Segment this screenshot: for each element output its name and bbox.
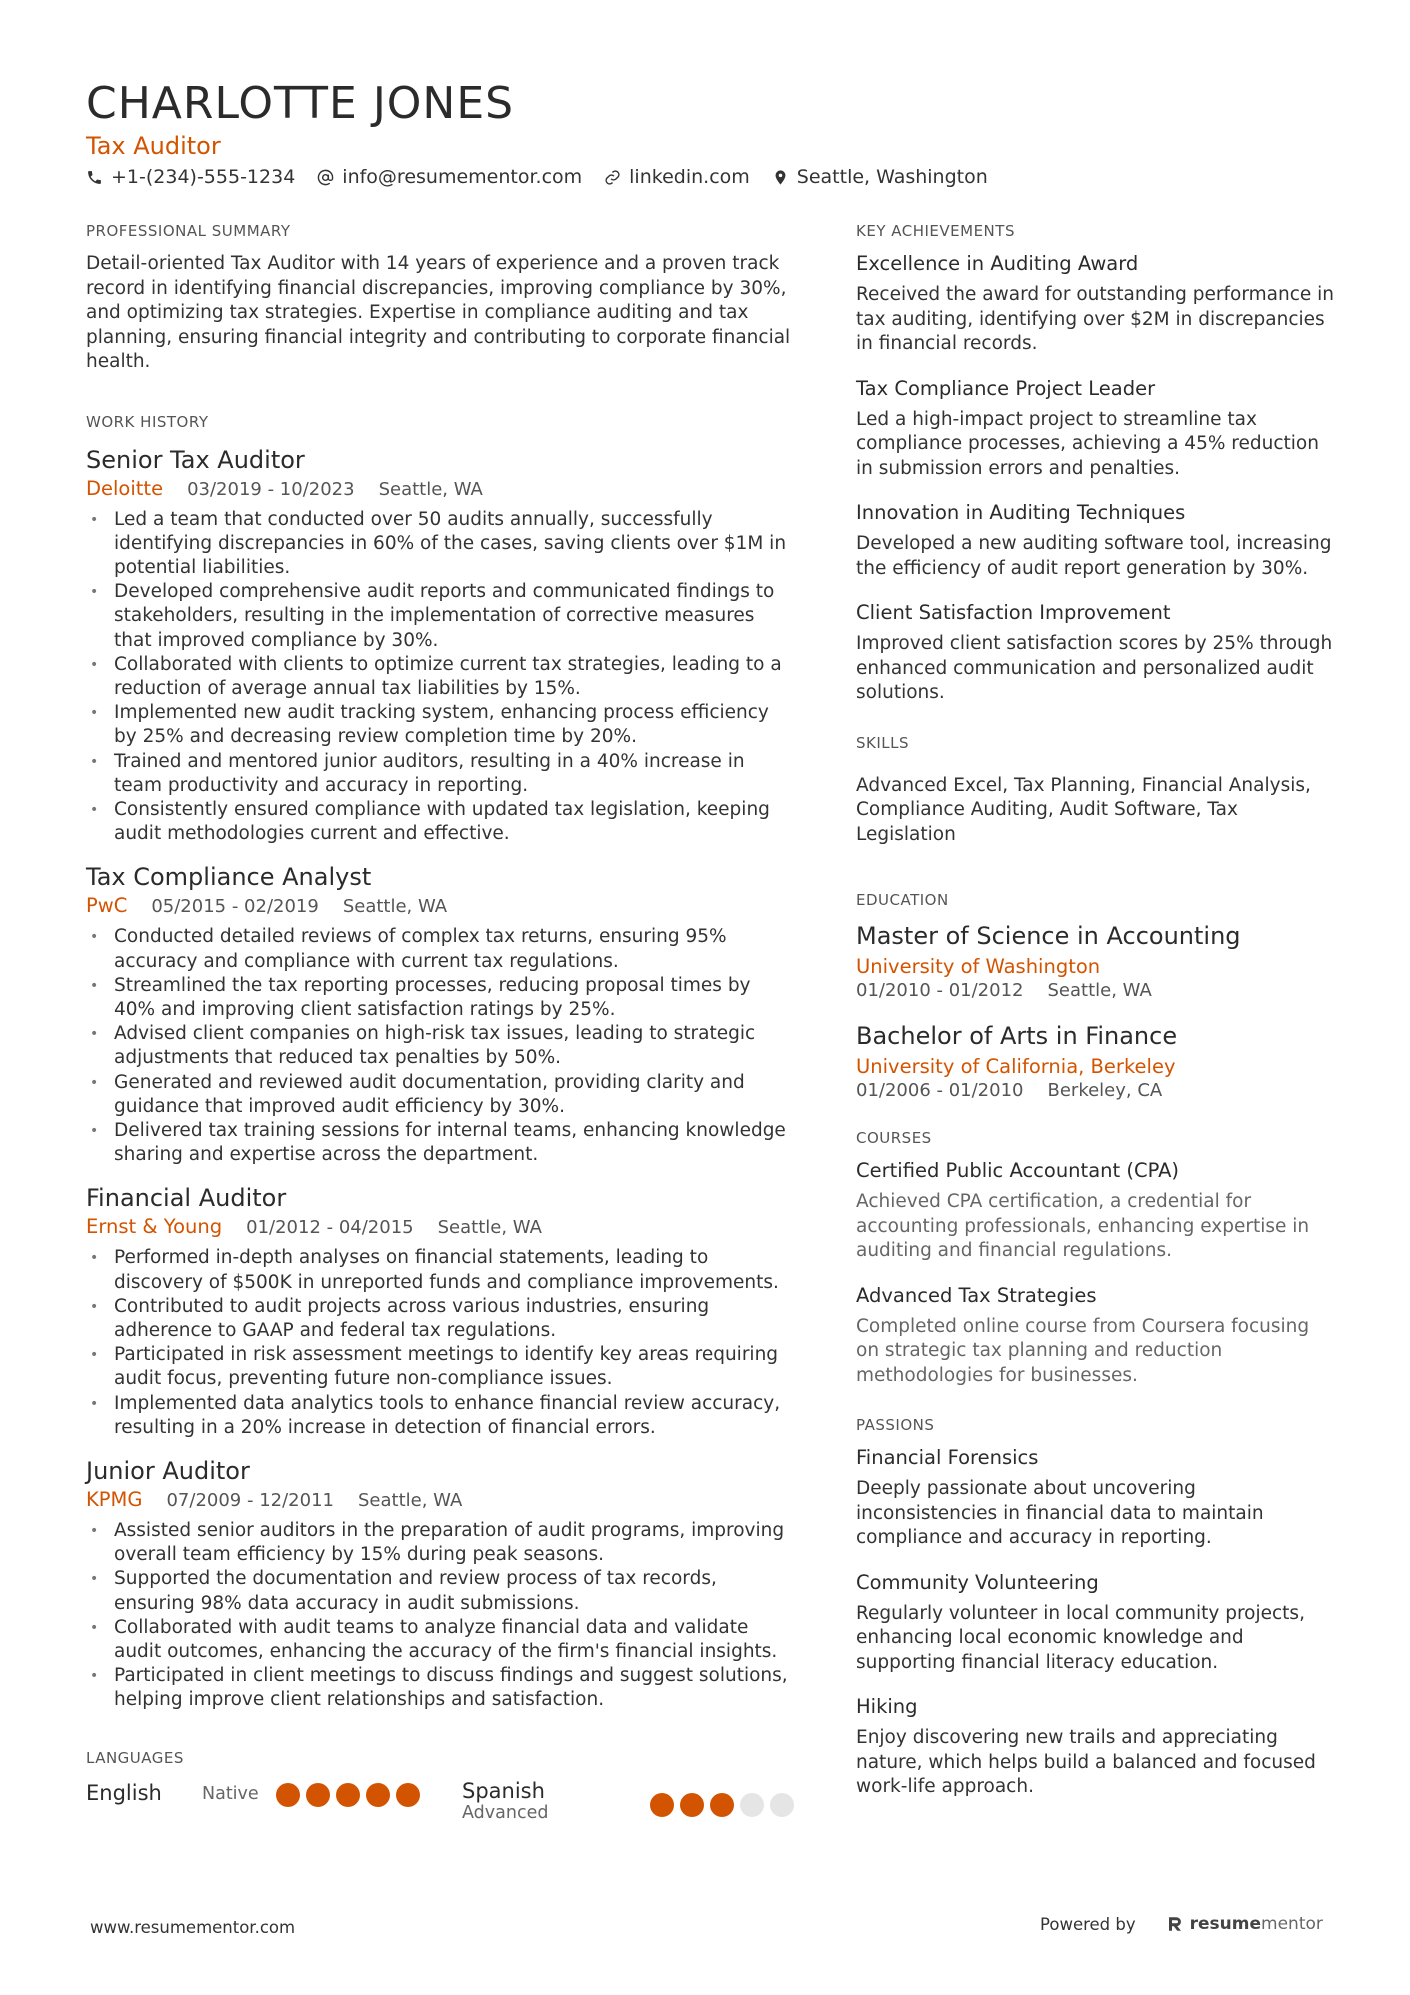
job-location: Seattle, WA [437,1217,542,1239]
job-company: Deloitte [86,476,164,500]
job-bullet: • Advised client companies on high-risk tax issues, leading to strategic adjustments that reduced tax penalties by 50%. [86,1022,796,1070]
passion-item [856,1695,1336,1800]
candidate-name: CHARLOTTE JONES [86,78,515,129]
job-bullet: • Supported the documentation and review process of tax records, ensuring 98% data accuracy in audit submissions. [86,1567,796,1615]
passion-desc: Regularly volunteer in local community projects, enhancing local economic knowledge and supporting financial literacy education. [856,1602,1305,1673]
job-bullet: • Conducted detailed reviews of complex tax returns, ensuring 95% accuracy and compliance with current tax regulations. [86,925,796,973]
job-bullet: • Participated in risk assessment meetings to identify key areas requiring audit focus, preventing future non-compliance issues. [86,1343,796,1391]
job-bullets [86,1246,796,1440]
course-desc: Completed online course from Coursera focusing on strategic tax planning and reduction methodologies for businesses. [856,1315,1310,1386]
summary-heading: PROFESSIONAL SUMMARY [86,222,291,240]
achievements-list [856,252,1336,706]
rating-dot-empty [770,1793,794,1817]
education-degree: Master of Science in Accounting [856,922,1241,950]
job-title: Tax Compliance Analyst [86,863,372,892]
education-meta [856,1080,1336,1101]
rating-dot-filled [366,1783,390,1807]
education-item [856,1021,1336,1101]
achievement-title: Innovation in Auditing Techniques [856,501,1186,524]
rating-dot-filled [680,1793,704,1817]
achievement-title: Excellence in Auditing Award [856,252,1139,275]
passion-title: Hiking [856,1695,918,1718]
education-dates: 01/2006 - 01/2010 [856,1080,1024,1101]
rating-dot-filled [710,1793,734,1817]
language-rating [650,1779,794,1817]
job-bullet: • Participated in client meetings to discuss findings and suggest solutions, helping improve client relationships and satisfaction. [86,1664,796,1712]
course-item [856,1159,1336,1264]
skills-heading: SKILLS [856,733,910,752]
contact-linkedin[interactable] [604,166,750,188]
passions-list [856,1446,1336,1800]
job-bullets [86,508,796,847]
passion-title: Community Volunteering [856,1570,1099,1594]
achievement-item [856,252,1336,357]
job-bullet: • Streamlined the tax reporting processes, reducing proposal times by 40% and improving client satisfaction ratings by 25%. [86,974,796,1022]
language-spanish [462,1779,794,1823]
summary-text: Detail-oriented Tax Auditor with 14 years of experience and a proven track record in identifying financial discrepancies, improving compliance by 30%, and optimizing tax strategies. Expertise in compliance auditing and tax planning, ensuring financial integrity and contributing to corporate financial health. [86,253,791,372]
job-bullet: • Developed comprehensive audit reports and communicated findings to stakeholders, resulting in the implementation of corrective measures that improved compliance by 30%. [86,580,796,653]
education-school: University of Washington [856,955,1101,978]
job-meta [86,1488,796,1511]
language-name: English [86,1780,162,1805]
job-meta [86,1215,796,1238]
job-title: Financial Auditor [86,1184,287,1213]
work-heading: WORK HISTORY [86,412,209,431]
language-level: Advanced [462,1802,549,1823]
languages-heading: LANGUAGES [86,1748,184,1767]
passion-item [856,1446,1336,1551]
language-english [86,1779,462,1807]
passion-desc: Deeply passionate about uncovering inconsistencies in financial data to maintain compliance and accuracy in reporting. [856,1478,1264,1548]
job-entry [86,1183,796,1440]
achievements-heading: KEY ACHIEVEMENTS [856,222,1015,240]
education-list [856,921,1336,1101]
job-bullet: • Implemented data analytics tools to enhance financial review accuracy, resulting in a 20% increase in detection of financial errors. [86,1392,796,1440]
course-item [856,1284,1336,1389]
rating-dot-filled [650,1793,674,1817]
phone-icon [86,169,103,186]
achievement-item [856,377,1336,482]
job-bullet: • Generated and reviewed audit documentation, providing clarity and guidance that improved audit efficiency by 30%. [86,1071,796,1119]
education-location: Seattle, WA [1047,980,1152,1001]
brand-logo[interactable] [1166,1914,1323,1934]
job-meta [86,894,796,917]
job-location: Seattle, WA [342,896,448,918]
work-history-list [86,445,796,1713]
skills-text: Advanced Excel, Tax Planning, Financial Analysis, Compliance Auditing, Audit Software, Tax Legislation [856,774,1311,845]
job-entry [86,862,796,1167]
link-icon [604,169,621,186]
left-column [86,222,796,1823]
job-location: Seattle, WA [357,1490,463,1511]
education-dates: 01/2010 - 01/2012 [856,980,1024,1001]
job-dates: 05/2015 - 02/2019 [151,896,319,918]
passion-item [856,1571,1336,1676]
courses-heading: COURSES [856,1129,932,1147]
job-company: KPMG [86,1488,143,1511]
footer-powered [1040,1914,1323,1934]
phone-text: +1-(234)-555-1234 [111,166,296,188]
right-column [856,222,1336,1820]
location-pin-icon [772,169,789,186]
education-degree: Bachelor of Arts in Finance [856,1022,1178,1050]
at-icon [317,169,334,186]
rating-dot-empty [740,1793,764,1817]
email-text: info@resumementor.com [342,166,583,188]
passion-title: Financial Forensics [856,1446,1039,1469]
contact-bar [86,166,988,188]
job-bullet: • Assisted senior auditors in the preparation of audit programs, improving overall team efficiency by 15% during peak seasons. [86,1519,796,1567]
achievement-item [856,501,1336,581]
footer-website[interactable]: www.resumementor.com [90,1918,296,1937]
achievement-desc: Improved client satisfaction scores by 25% through enhanced communication and personalized audit solutions. [856,633,1333,703]
brand-light: mentor [1261,1914,1323,1934]
passions-heading: PASSIONS [856,1416,935,1434]
education-school: University of California, Berkeley [856,1055,1176,1078]
job-bullet: • Collaborated with audit teams to analyze financial data and validate audit outcomes, enhancing the accuracy of the firm's financial insights. [86,1616,796,1664]
education-item [856,921,1336,1001]
job-company: Ernst & Young [86,1215,223,1239]
job-bullet: • Implemented new audit tracking system, enhancing process efficiency by 25% and decreasing review completion time by 20%. [86,701,796,749]
rating-dot-filled [306,1783,330,1807]
job-bullet: • Delivered tax training sessions for internal teams, enhancing knowledge sharing and expertise across the department. [86,1119,796,1167]
job-meta [86,477,796,500]
achievement-desc: Received the award for outstanding performance in tax auditing, identifying over $2M in discrepancies in financial records. [856,284,1335,354]
contact-location [772,166,988,188]
candidate-role: Tax Auditor [86,132,221,160]
job-location: Seattle, WA [378,478,483,500]
language-rating [276,1779,420,1807]
passion-desc: Enjoy discovering new trails and appreciating nature, which helps build a balanced and focused work-life approach. [856,1727,1316,1797]
course-title: Certified Public Accountant (CPA) [856,1159,1180,1182]
brand-bold: resume [1189,1914,1262,1934]
achievement-desc: Led a high-impact project to streamline tax compliance processes, achieving a 45% reduction in submission errors and penalties. [856,408,1319,479]
rating-dot-filled [336,1783,360,1807]
achievement-title: Client Satisfaction Improvement [856,601,1171,624]
job-entry [86,445,796,847]
job-bullets [86,925,796,1167]
job-bullet: • Consistently ensured compliance with updated tax legislation, keeping audit methodologies current and effective. [86,798,796,846]
resumementor-logo-icon [1166,1915,1184,1933]
rating-dot-filled [396,1783,420,1807]
contact-phone [86,166,295,188]
achievement-item [856,601,1336,706]
achievement-desc: Developed a new auditing software tool, increasing the efficiency of audit report generation by 30%. [856,533,1332,579]
achievement-title: Tax Compliance Project Leader [856,376,1156,400]
job-title: Junior Auditor [86,1457,250,1485]
location-text: Seattle, Washington [796,166,988,188]
education-meta [856,980,1336,1001]
job-bullet: • Contributed to audit projects across various industries, ensuring adherence to GAAP and federal tax regulations. [86,1295,796,1343]
education-heading: EDUCATION [856,891,949,909]
language-level: Native [202,1783,259,1804]
job-bullet: • Trained and mentored junior auditors, resulting in a 40% increase in team productivity and accuracy in reporting. [86,750,796,798]
job-bullet: • Collaborated with clients to optimize current tax strategies, leading to a reduction of average annual tax liabilities by 15%. [86,653,796,701]
job-bullet: • Led a team that conducted over 50 audits annually, successfully identifying discrepancies in 60% of the cases, saving clients over $1M in potential liabilities. [86,508,796,581]
job-dates: 07/2009 - 12/2011 [166,1490,334,1511]
rating-dot-filled [276,1783,300,1807]
powered-by-text: Powered by [1040,1914,1136,1934]
job-dates: 03/2019 - 10/2023 [187,478,355,500]
course-title: Advanced Tax Strategies [856,1283,1097,1307]
education-location: Berkeley, CA [1047,1080,1163,1101]
course-desc: Achieved CPA certification, a credential for accounting professionals, enhancing expertise in auditing and financial regulations. [856,1191,1310,1261]
job-entry [86,1456,796,1713]
contact-email[interactable] [317,166,582,188]
job-dates: 01/2012 - 04/2015 [246,1217,414,1239]
languages-list [86,1779,796,1823]
job-bullets [86,1519,796,1713]
courses-list [856,1159,1336,1388]
job-title: Senior Tax Auditor [86,445,305,474]
job-bullet: • Performed in-depth analyses on financial statements, leading to discovery of $500K in unreported funds and compliance improvements. [86,1246,796,1294]
job-company: PwC [86,894,128,918]
language-name: Spanish [462,1778,545,1803]
linkedin-text: linkedin.com [629,166,750,188]
